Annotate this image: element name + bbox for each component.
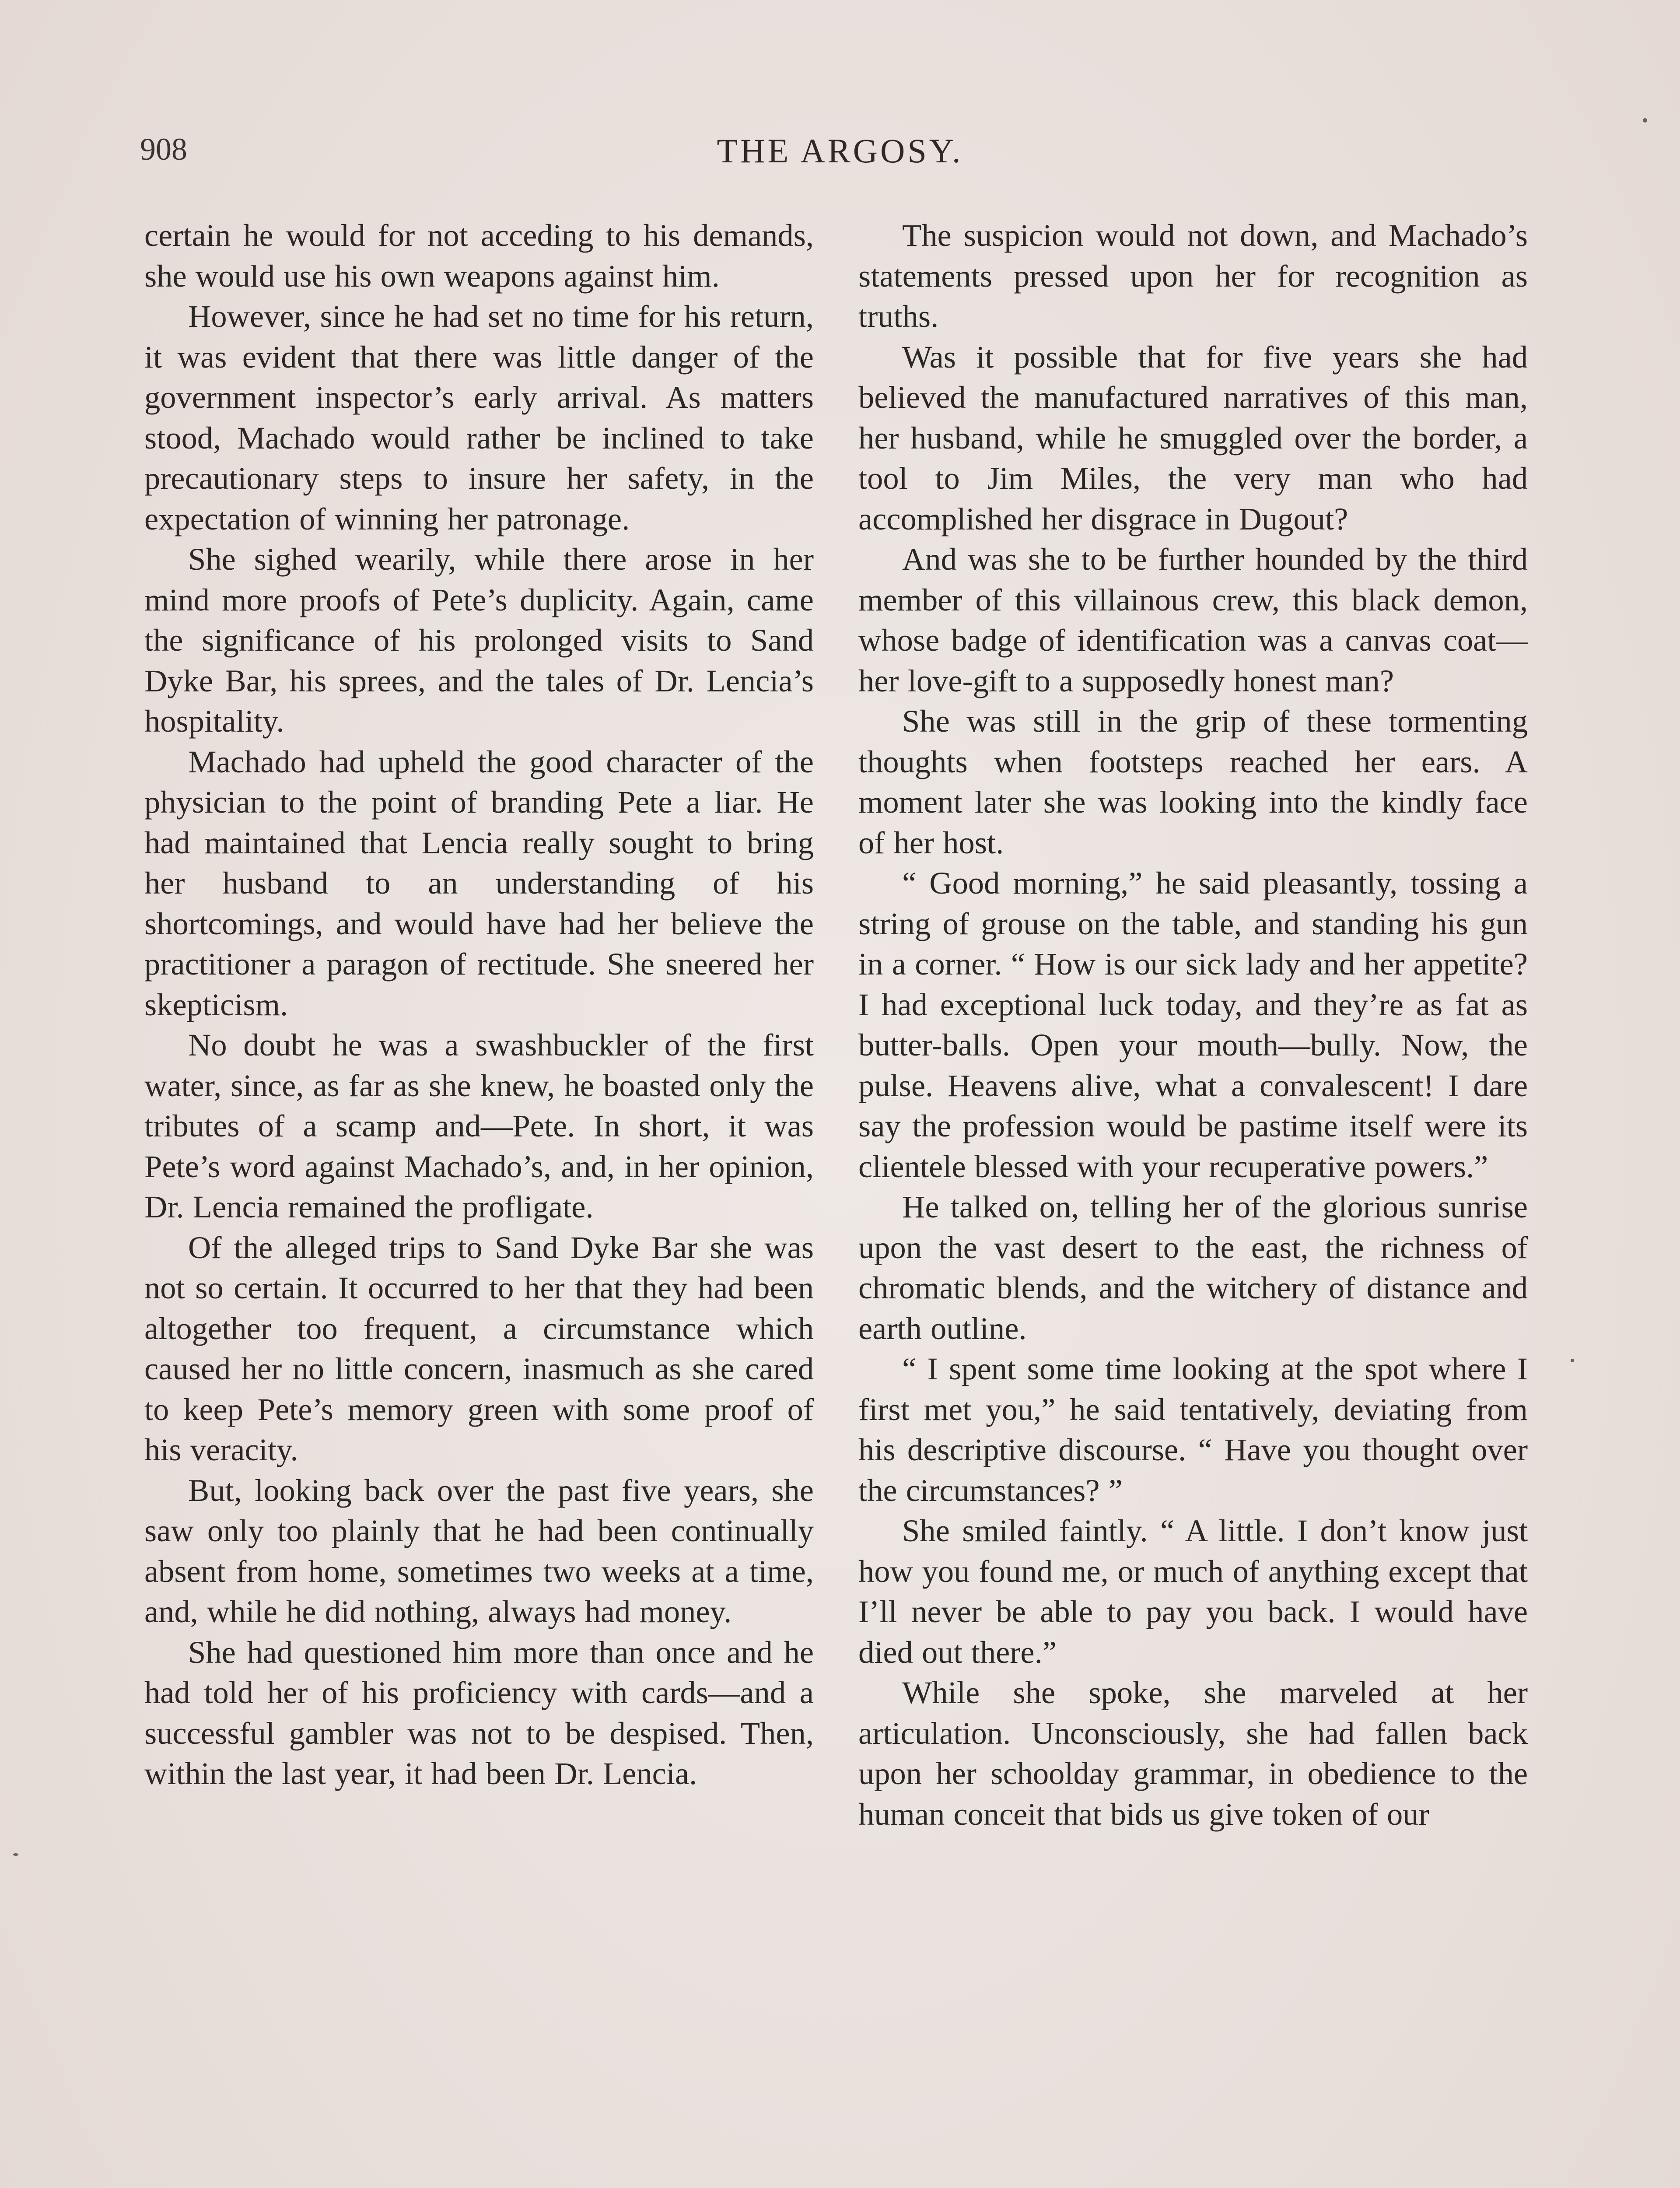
paragraph: She was still in the grip of these tormenting thoughts when footsteps reached her ears. A moment later she was looking into the kindly face of her host. bbox=[858, 703, 1528, 860]
page-header bbox=[140, 131, 1540, 184]
running-title: THE ARGOSY. bbox=[717, 132, 963, 170]
paragraph: She sighed wearily, while there arose in her mind more proofs of Pete’s duplicity. Again, came the significance of his prolonged visits to Sand Dyke Bar, his sprees, and the tales of Dr. Lencia’s hospitality. bbox=[144, 541, 814, 739]
paragraph: The suspicion would not down, and Machado’s statements pressed upon her for recognition as truths. bbox=[858, 217, 1528, 334]
paper-speck bbox=[1571, 1359, 1574, 1362]
paragraph: He talked on, telling her of the glorious sunrise upon the vast desert to the east, the richness of chromatic blends, and the witchery of distance and earth outline. bbox=[858, 1189, 1528, 1346]
paragraph: But, looking back over the past five years, she saw only too plainly that he had been continually absent from home, sometimes two weeks at a time, and, while he did nothing, always had money. bbox=[144, 1472, 814, 1629]
paragraph: She smiled faintly. “ A little. I don’t know just how you found me, or much of anything except that I’ll never be able to pay you back. I would have died out there.” bbox=[858, 1513, 1528, 1670]
paragraph: Of the alleged trips to Sand Dyke Bar she was not so certain. It occurred to her that they had been altogether too frequent, a circumstance which caused her no little concern, inasmuch as she cared to keep Pete’s memory green with some proof of his veracity. bbox=[144, 1229, 814, 1467]
left-text-column bbox=[144, 215, 814, 1794]
paper-speck bbox=[1643, 118, 1647, 123]
paragraph: While she spoke, she marveled at her articulation. Unconsciously, she had fallen back upon her schoolday grammar, in obedience to the human conceit that bids us give token of our bbox=[858, 1675, 1528, 1832]
paragraph: Machado had upheld the good character of the physician to the point of branding Pete a liar. He had maintained that Lencia really sought to bring her husband to an understanding of his shortcomings, and would have had her believe the practitioner a paragon of rectitude. She sneered her skepticism. bbox=[144, 743, 814, 1022]
paragraph: And was she to be further hounded by the third member of this villainous crew, this black demon, whose badge of identification was a canvas coat—her love-gift to a supposedly honest man? bbox=[858, 541, 1528, 698]
paper-speck bbox=[13, 1853, 18, 1856]
paragraph: “ I spent some time looking at the spot where I first met you,” he said tentatively, deviating from his descriptive discourse. “ Have you thought over the circumstances? ” bbox=[858, 1351, 1528, 1508]
right-text-column bbox=[858, 215, 1528, 1834]
paragraph: “ Good morning,” he said pleasantly, tossing a string of grouse on the table, and standing his gun in a corner. “ How is our sick lady and her appetite? I had exceptional luck today, and they’re as fat as butter-balls. Open your mouth—bully. Now, the pulse. Heavens alive, what a convalescent! I dare say the profession would be pastime itself were its clientele blessed with your recuperative powers.” bbox=[858, 865, 1528, 1184]
paragraph: Was it possible that for five years she had believed the manufactured narratives of this man, her husband, while he smuggled over the border, a tool to Jim Miles, the very man who had accomplished her disgrace in Dugout? bbox=[858, 339, 1528, 536]
paragraph: certain he would for not acceding to his demands, she would use his own weapons against him. bbox=[144, 217, 814, 294]
paragraph: However, since he had set no time for his return, it was evident that there was little danger of the government inspector’s early arrival. As matters stood, Machado would rather be inclined to take precautionary steps to insure her safety, in the expectation of winning her patronage. bbox=[144, 298, 814, 536]
paragraph: She had questioned him more than once and he had told her of his proficiency with cards—and a successful gambler was not to be despised. Then, within the last year, it had been Dr. Lencia. bbox=[144, 1634, 814, 1791]
page-number: 908 bbox=[140, 132, 187, 167]
paragraph: No doubt he was a swashbuckler of the first water, since, as far as she knew, he boasted only the tributes of a scamp and—Pete. In short, it was Pete’s word against Machado’s, and, in her opinion, Dr. Lencia remained the profligate. bbox=[144, 1027, 814, 1224]
